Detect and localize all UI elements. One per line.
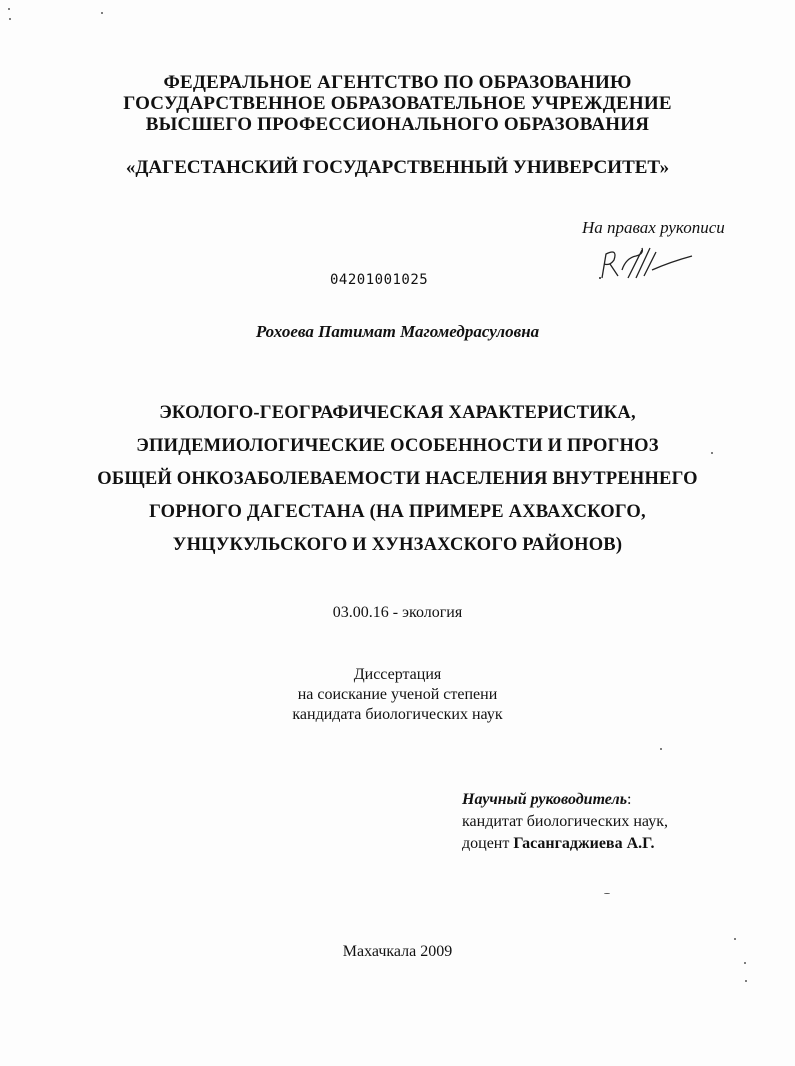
agency-header (0, 72, 795, 135)
manuscript-note: На правах рукописи (582, 218, 725, 237)
supervisor-heading-line (462, 789, 668, 811)
scan-speck (9, 18, 11, 20)
agency-line-2: ГОСУДАРСТВЕННОЕ ОБРАЗОВАТЕЛЬНОЕ УЧРЕЖДЕНИЕ (123, 93, 672, 114)
supervisor-title-line (462, 833, 668, 855)
scan-speck (8, 8, 10, 10)
supervisor-heading-colon: : (627, 791, 632, 808)
author-name: Рохоева Патимат Магомедрасуловна (255, 322, 540, 341)
title-line-4: ГОРНОГО ДАГЕСТАНА (НА ПРИМЕРЕ АХВАХСКОГО, (149, 502, 646, 522)
supervisor-name: Гасангаджиева А.Г. (513, 835, 655, 852)
agency-line-1: ФЕДЕРАЛЬНОЕ АГЕНТСТВО ПО ОБРАЗОВАНИЮ (163, 72, 632, 93)
dissertation-title (0, 397, 795, 562)
scan-speck (745, 980, 747, 982)
title-line-5: УНЦУКУЛЬСКОГО И ХУНЗАХСКОГО РАЙОНОВ) (172, 535, 623, 555)
scan-speck (660, 748, 662, 750)
title-line-2: ЭПИДЕМИОЛОГИЧЕСКИЕ ОСОБЕННОСТИ И ПРОГНОЗ (136, 436, 659, 456)
degree-line-3: кандидата биологических наук (292, 706, 503, 723)
scan-speck (744, 962, 746, 964)
agency-line-3: ВЫСШЕГО ПРОФЕССИОНАЛЬНОГО ОБРАЗОВАНИЯ (145, 114, 650, 135)
city-year: Махачкала 2009 (342, 943, 453, 960)
specialty-code: 03.00.16 - экология (332, 604, 463, 621)
university-name: «ДАГЕСТАНСКИЙ ГОСУДАРСТВЕННЫЙ УНИВЕРСИТЕТ» (125, 157, 670, 178)
degree-line-1: Диссертация (353, 666, 442, 683)
scan-speck (711, 452, 713, 454)
scan-speck (604, 893, 610, 894)
scan-speck (734, 938, 736, 940)
title-line-1: ЭКОЛОГО-ГЕОГРАФИЧЕСКАЯ ХАРАКТЕРИСТИКА, (159, 403, 636, 423)
supervisor-heading: Научный руководитель (462, 791, 628, 808)
title-line-3: ОБЩЕЙ ОНКОЗАБОЛЕВАЕМОСТИ НАСЕЛЕНИЯ ВНУТРЕННЕГО (97, 469, 698, 489)
scan-speck (101, 12, 103, 14)
supervisor-degree: кандитат биологических наук, (462, 813, 668, 830)
degree-line-2: на соискание ученой степени (297, 686, 498, 703)
supervisor-block (462, 789, 668, 855)
supervisor-rank: доцент (462, 835, 514, 852)
degree-block (0, 665, 795, 725)
signature-icon (596, 240, 706, 284)
document-number: 04201001025 (330, 272, 429, 288)
